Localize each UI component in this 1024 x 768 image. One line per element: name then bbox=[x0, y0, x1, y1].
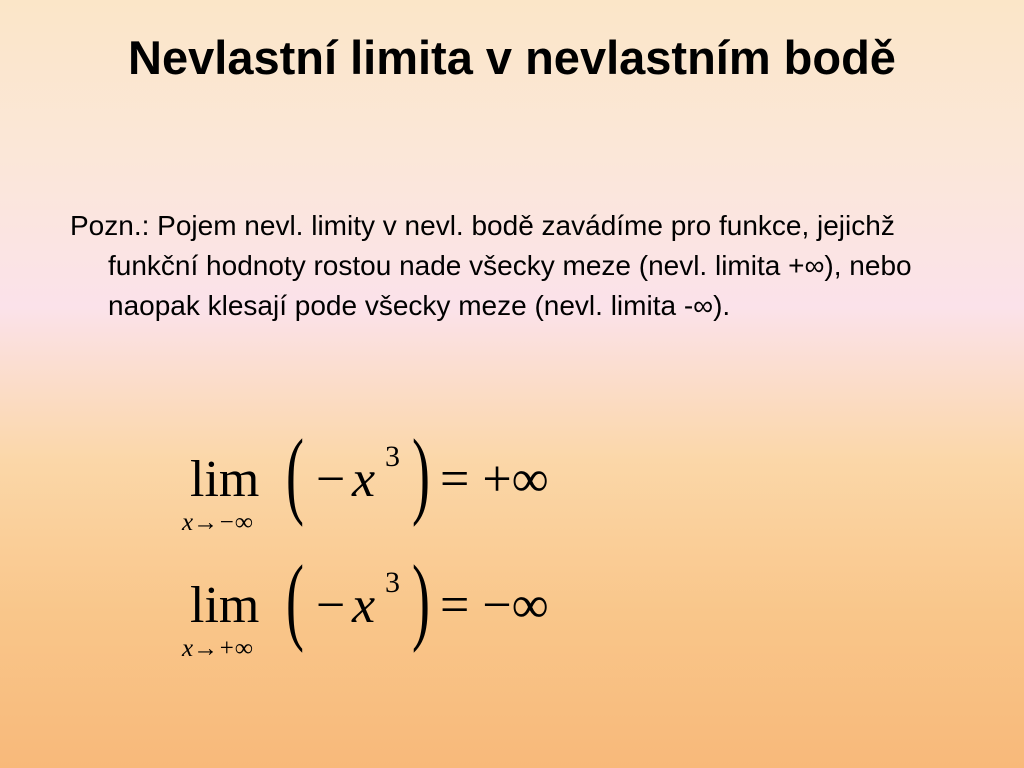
lim-operator: lim bbox=[190, 451, 260, 508]
exponent: 3 bbox=[385, 440, 400, 473]
lim-subscript: x→−∞ bbox=[182, 509, 253, 536]
right-paren: ) bbox=[412, 546, 430, 654]
limit-result: = +∞ bbox=[440, 451, 549, 508]
note-paragraph: Pozn.: Pojem nevl. limity v nevl. bodě zavádíme pro funkce, jejichž funkční hodnoty rostou nade všecky meze (nevl. limita +∞), nebo naopak klesají pode všecky meze (nevl. limita -∞). bbox=[70, 210, 912, 321]
variable-x: x bbox=[352, 451, 376, 508]
limit-result: = −∞ bbox=[440, 577, 549, 634]
minus-sign: − bbox=[316, 577, 346, 634]
left-paren: ( bbox=[286, 420, 304, 528]
formula-limit-plus-infinity bbox=[178, 546, 598, 676]
lim-subscript: x→+∞ bbox=[182, 635, 253, 662]
lim-operator: lim bbox=[190, 577, 260, 634]
minus-sign: − bbox=[316, 451, 346, 508]
variable-x: x bbox=[352, 577, 376, 634]
exponent: 3 bbox=[385, 566, 400, 599]
slide-title: Nevlastní limita v nevlastním bodě bbox=[128, 31, 896, 84]
left-paren: ( bbox=[286, 546, 304, 654]
right-paren: ) bbox=[412, 420, 430, 528]
formula-limit-minus-infinity bbox=[178, 420, 598, 550]
